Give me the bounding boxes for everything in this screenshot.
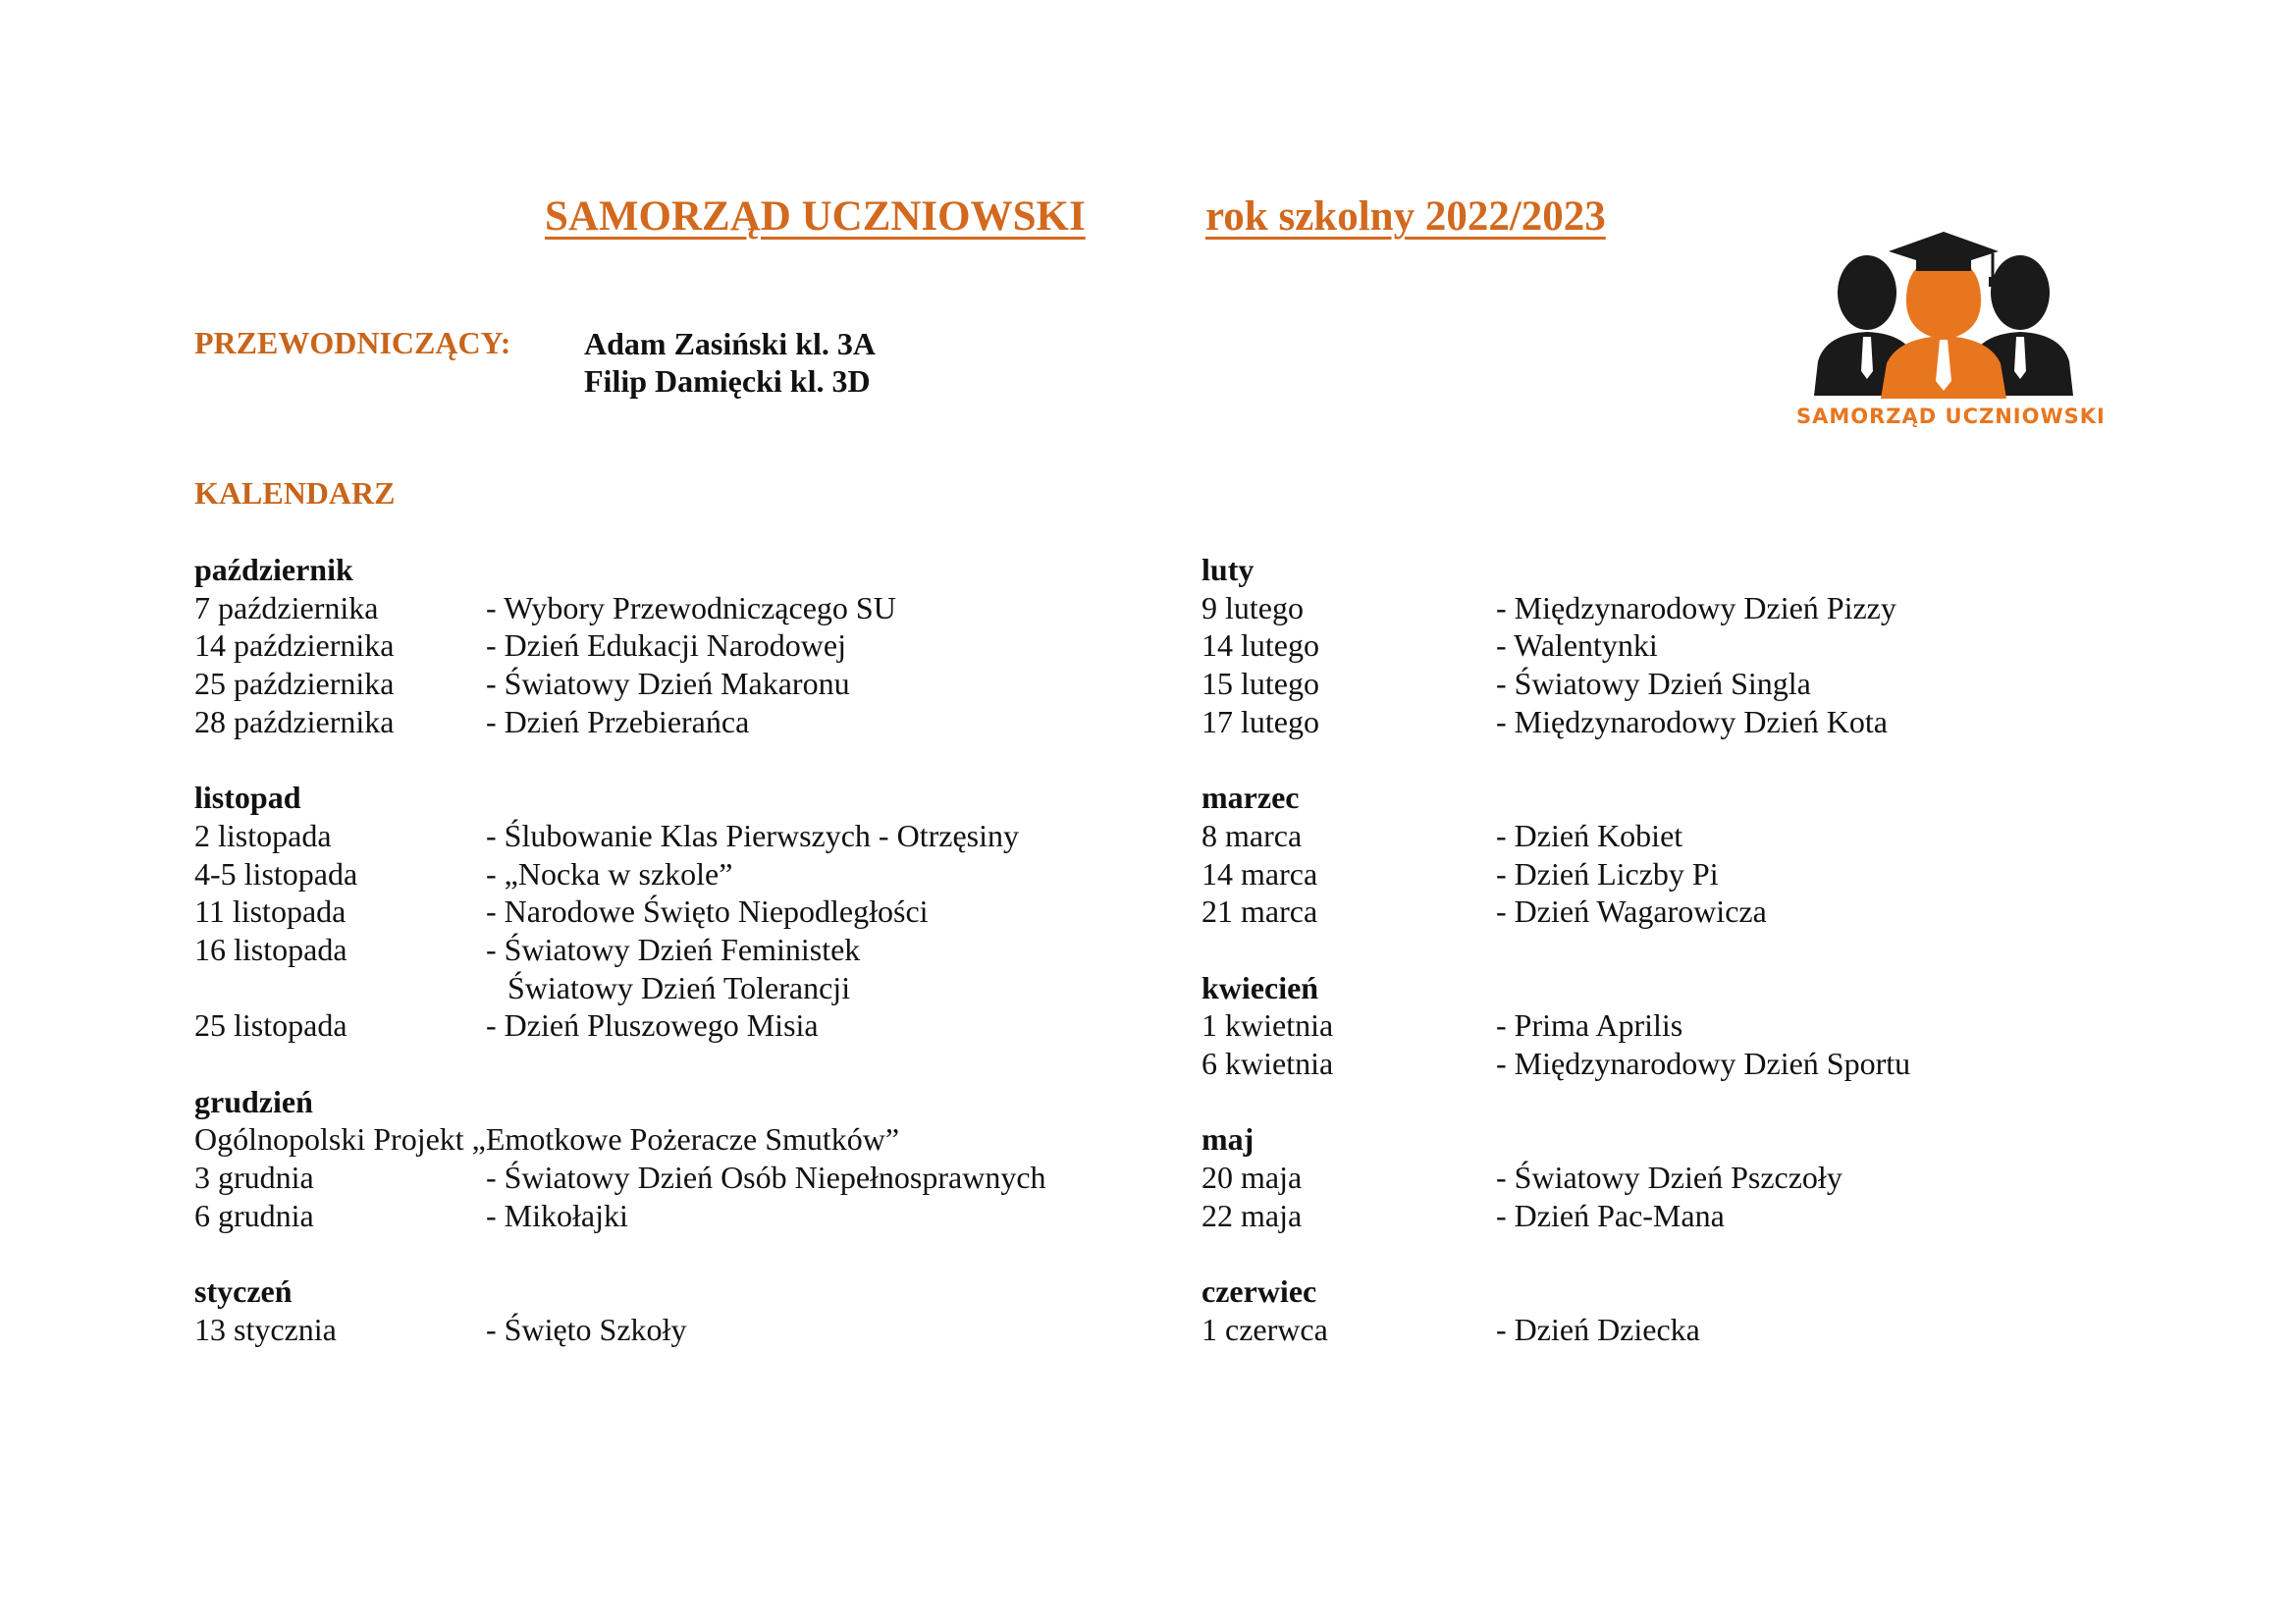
event-name: - Mikołajki: [486, 1197, 628, 1233]
calendar-row: [194, 703, 1156, 741]
event-name: - Narodowe Święto Niepodległości: [486, 893, 929, 930]
event-date: 3 grudnia: [194, 1160, 314, 1195]
event-date: 15 lutego: [1201, 666, 1319, 702]
event-name: - Światowy Dzień Feministek: [486, 931, 861, 967]
calendar-row: [1201, 1311, 2163, 1349]
month-heading: styczeń: [194, 1273, 293, 1310]
calendar-row: [1201, 1006, 2163, 1045]
month-heading: kwiecień: [1201, 969, 1319, 1005]
event-date: 6 kwietnia: [1201, 1045, 1334, 1081]
calendar-row: [1201, 626, 2163, 665]
event-date: 4-5 listopada: [194, 855, 358, 892]
event-name: - Światowy Dzień Makaronu: [486, 666, 850, 702]
event-name: - Dzień Przebierańca: [486, 703, 750, 739]
event-name: - Dzień Edukacji Narodowej: [486, 627, 846, 664]
project-note: Ogólnopolski Projekt „Emotkowe Pożeracze Smutków”: [194, 1121, 900, 1158]
event-date: 14 lutego: [1201, 627, 1319, 664]
event-name: - Ślubowanie Klas Pierwszych - Otrzęsiny: [486, 817, 1019, 853]
month-heading: październik: [194, 552, 353, 587]
calendar-row: [1201, 665, 2163, 703]
event-date: 13 stycznia: [194, 1311, 337, 1347]
event-date: 22 maja: [1201, 1197, 1303, 1233]
event-name: - „Nocka w szkole”: [486, 855, 733, 892]
presidents-label: PRZEWODNICZĄCY:: [194, 325, 511, 360]
event-date: 8 marca: [1201, 817, 1303, 853]
event-name: - Dzień Pluszowego Misia: [486, 1007, 819, 1044]
calendar-row: [194, 1006, 1156, 1045]
event-date: 1 kwietnia: [1201, 1007, 1334, 1044]
calendar-row: [194, 893, 1156, 931]
event-date: 7 października: [194, 589, 379, 625]
student-council-logo: [1796, 224, 2106, 450]
calendar-row: [1201, 817, 2163, 855]
calendar-right-column: [1201, 551, 2163, 1348]
event-date: 20 maja: [1201, 1160, 1303, 1195]
calendar-row: [194, 589, 1156, 627]
event-name: - Dzień Pac-Mana: [1496, 1197, 1725, 1233]
event-date: 25 października: [194, 666, 395, 702]
event-date: 6 grudnia: [194, 1197, 314, 1233]
event-name: - Międzynarodowy Dzień Pizzy: [1496, 589, 1896, 625]
calendar-row: [194, 665, 1156, 703]
calendar-row: [194, 1197, 1156, 1235]
month-heading: maj: [1201, 1121, 1255, 1158]
month-heading: czerwiec: [1201, 1273, 1317, 1310]
month-heading: luty: [1201, 552, 1255, 587]
calendar-row: [1201, 1197, 2163, 1235]
event-date: 14 marca: [1201, 855, 1318, 892]
three-students-graduation-cap-icon: [1796, 224, 2091, 401]
event-name: - Święto Szkoły: [486, 1311, 687, 1347]
calendar-row: [1201, 1159, 2163, 1197]
event-date: 11 listopada: [194, 893, 347, 930]
calendar-row: [1201, 589, 2163, 627]
event-name: - Światowy Dzień Pszczoły: [1496, 1160, 1842, 1195]
event-name: - Prima Aprilis: [1496, 1007, 1683, 1044]
calendar-row: [194, 931, 1156, 969]
event-date: 21 marca: [1201, 893, 1318, 930]
event-name: - Walentynki: [1496, 627, 1658, 664]
event-date: 1 czerwca: [1201, 1311, 1328, 1347]
calendar-row: [1201, 1045, 2163, 1083]
calendar-row: [1201, 703, 2163, 741]
event-date: 14 października: [194, 627, 395, 664]
school-year-title: rok szkolny 2022/2023: [1205, 193, 1606, 240]
president-name: Adam Zasiński kl. 3A: [584, 326, 876, 361]
event-name: - Dzień Wagarowicza: [1496, 893, 1767, 930]
event-name: - Międzynarodowy Dzień Kota: [1496, 703, 1888, 739]
presidents-names: [584, 325, 876, 400]
calendar-row: [194, 817, 1156, 855]
event-name: - Dzień Liczby Pi: [1496, 855, 1719, 892]
event-date: 9 lutego: [1201, 589, 1304, 625]
month-heading: marzec: [1201, 780, 1300, 816]
page-title: SAMORZĄD UCZNIOWSKI: [545, 193, 1086, 240]
calendar-row: [1201, 855, 2163, 893]
event-name: - Dzień Dziecka: [1496, 1311, 1700, 1347]
event-name: - Światowy Dzień Osób Niepełnosprawnych: [486, 1160, 1046, 1195]
calendar-row: [194, 969, 1156, 1007]
event-name: - Dzień Kobiet: [1496, 817, 1683, 853]
logo-text: SAMORZĄD UCZNIOWSKI: [1796, 405, 2106, 428]
month-heading: listopad: [194, 780, 301, 816]
event-date: 28 października: [194, 703, 395, 739]
calendar-row: [194, 626, 1156, 665]
event-date: 25 listopada: [194, 1007, 347, 1044]
calendar-row: [194, 1311, 1156, 1349]
event-name: - Międzynarodowy Dzień Sportu: [1496, 1045, 1911, 1081]
event-date: 2 listopada: [194, 817, 332, 853]
calendar-row: [1201, 893, 2163, 931]
calendar-row: [194, 1159, 1156, 1197]
president-name: Filip Damięcki kl. 3D: [584, 363, 871, 399]
event-name: - Wybory Przewodniczącego SU: [486, 589, 896, 625]
event-date: 17 lutego: [1201, 703, 1319, 739]
event-name: - Światowy Dzień Singla: [1496, 666, 1811, 702]
calendar-left-column: [194, 551, 1156, 1348]
month-heading: grudzień: [194, 1083, 313, 1119]
event-name: Światowy Dzień Tolerancji: [507, 969, 851, 1005]
event-date: 16 listopada: [194, 931, 347, 967]
calendar-label: KALENDARZ: [194, 475, 396, 511]
calendar-row: [194, 855, 1156, 893]
